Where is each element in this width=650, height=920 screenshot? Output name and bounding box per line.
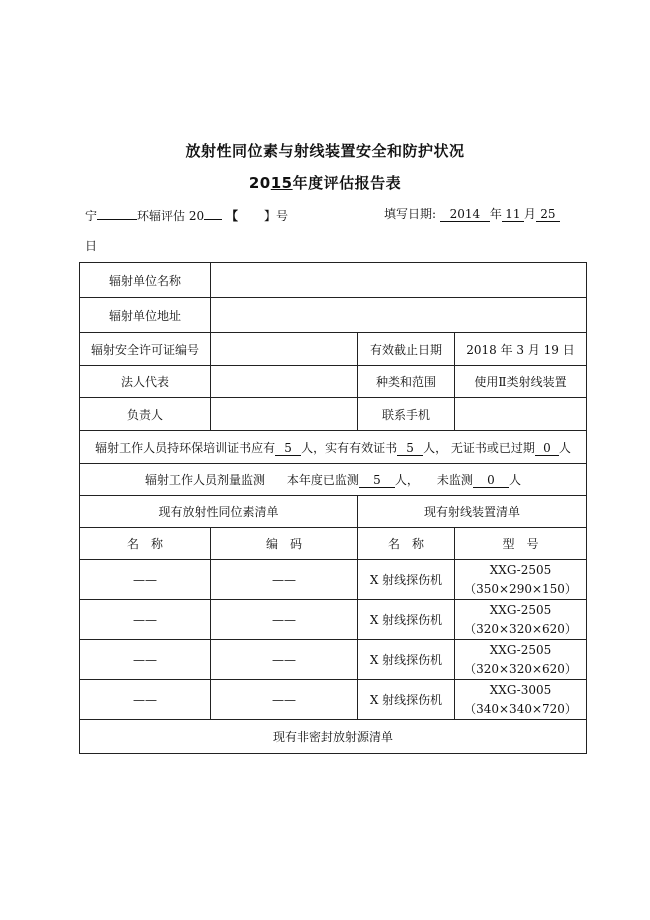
col-header-model: 型 号 [455, 528, 587, 560]
expiry-label: 有效截止日期 [358, 333, 455, 366]
title-rest: 年度评估报告表 [292, 174, 402, 192]
doc-no-blank-1[interactable] [97, 205, 137, 220]
manager-value[interactable] [211, 398, 358, 431]
title-year-suffix: 15 [270, 174, 293, 192]
expiry-value[interactable]: 2018 年 3 月 19 日 [455, 333, 587, 366]
col-header-code: 编 码 [211, 528, 358, 560]
device-list-title: 现有射线装置清单 [358, 496, 587, 528]
device-model-cell[interactable] [455, 640, 587, 680]
fill-date-year-unit: 年 [489, 207, 502, 221]
unit-address-label: 辐射单位地址 [80, 298, 211, 333]
doc-no-prefix: 宁 [85, 209, 98, 223]
iso-code-cell[interactable]: —— [211, 560, 358, 600]
training-text-1: 辐射工作人员持环保培训证书应有 [95, 440, 276, 455]
doc-no-bracket-open: 【 [225, 209, 238, 223]
device-model: XXG-2505 [489, 602, 552, 617]
device-model-cell[interactable] [455, 560, 587, 600]
manager-label: 负责人 [80, 398, 211, 431]
dose-text-4: 未监测 [436, 473, 473, 487]
legal-rep-value[interactable] [211, 366, 358, 398]
device-name-cell[interactable]: X 射线探伤机 [358, 680, 455, 720]
dose-text-2: 本年度已监测 [286, 473, 359, 487]
report-title-line1: 放射性同位素与射线装置安全和防护状况 [185, 142, 465, 160]
fill-date-month-unit: 月 [523, 207, 536, 221]
iso-name-cell[interactable]: —— [80, 560, 211, 600]
col-header-name: 名 称 [80, 528, 211, 560]
iso-code-cell[interactable]: —— [211, 640, 358, 680]
iso-name-cell[interactable]: —— [80, 600, 211, 640]
fill-date-day[interactable]: 25 [536, 207, 560, 222]
training-required[interactable]: 5 [275, 442, 301, 456]
phone-label: 联系手机 [358, 398, 455, 431]
dose-row [80, 464, 587, 496]
doc-no-bracket-close: 】号 [263, 209, 288, 223]
license-label: 辐射安全许可证编号 [80, 333, 211, 366]
training-text-2: 人，实有有效证书 [301, 440, 398, 455]
title-year-prefix: 20 [248, 174, 271, 192]
iso-code-cell[interactable]: —— [211, 680, 358, 720]
doc-no-blank-2[interactable] [204, 205, 222, 220]
fill-date-label: 填写日期: [384, 207, 437, 221]
legal-rep-label: 法人代表 [80, 366, 211, 398]
dose-unmonitored[interactable]: 0 [473, 474, 509, 488]
device-spec: （340×340×720） [464, 701, 577, 716]
doc-no-mid: 环辐评估 [137, 209, 186, 223]
fill-date-day-unit: 日 [85, 239, 98, 253]
assessment-table [79, 262, 587, 754]
report-title-line2 [0, 172, 650, 193]
doc-no-year: 20 [188, 209, 205, 223]
dose-text-1: 辐射工作人员剂量监测 [145, 473, 266, 487]
device-model-cell[interactable] [455, 680, 587, 720]
device-model: XXG-2505 [489, 642, 552, 657]
scope-value[interactable]: 使用Ⅱ类射线装置 [455, 366, 587, 398]
unit-name-label: 辐射单位名称 [80, 263, 211, 298]
license-value[interactable] [211, 333, 358, 366]
training-expired[interactable]: 0 [535, 442, 559, 456]
doc-number [85, 205, 288, 224]
phone-value[interactable] [455, 398, 587, 431]
iso-name-cell[interactable]: —— [80, 640, 211, 680]
dose-monitored[interactable]: 5 [359, 474, 395, 488]
unit-address-value[interactable] [211, 298, 587, 333]
device-spec: （320×320×620） [464, 661, 577, 676]
training-valid[interactable]: 5 [397, 442, 423, 456]
fill-date-month[interactable]: 11 [502, 207, 524, 222]
training-row [80, 431, 587, 464]
device-model: XXG-2505 [489, 562, 552, 577]
fill-date-year[interactable]: 2014 [440, 207, 490, 222]
device-model-cell[interactable] [455, 600, 587, 640]
device-spec: （350×290×150） [464, 581, 577, 596]
unit-name-value[interactable] [211, 263, 587, 298]
device-name-cell[interactable]: X 射线探伤机 [358, 600, 455, 640]
fill-date [384, 205, 560, 222]
unsealed-source-list-title: 现有非密封放射源清单 [80, 720, 587, 754]
device-name-cell[interactable]: X 射线探伤机 [358, 640, 455, 680]
dose-text-5: 人 [508, 473, 521, 487]
isotope-list-title: 现有放射性同位素清单 [80, 496, 358, 528]
training-text-4: 人 [558, 440, 571, 455]
dose-text-3: 人， [394, 473, 419, 487]
training-text-3: 人， 无证书或已过期 [423, 440, 535, 455]
device-name-cell[interactable]: X 射线探伤机 [358, 560, 455, 600]
scope-label: 种类和范围 [358, 366, 455, 398]
iso-name-cell[interactable]: —— [80, 680, 211, 720]
device-spec: （320×320×620） [464, 621, 577, 636]
device-model: XXG-3005 [489, 682, 552, 697]
iso-code-cell[interactable]: —— [211, 600, 358, 640]
col-header-device-name: 名 称 [358, 528, 455, 560]
